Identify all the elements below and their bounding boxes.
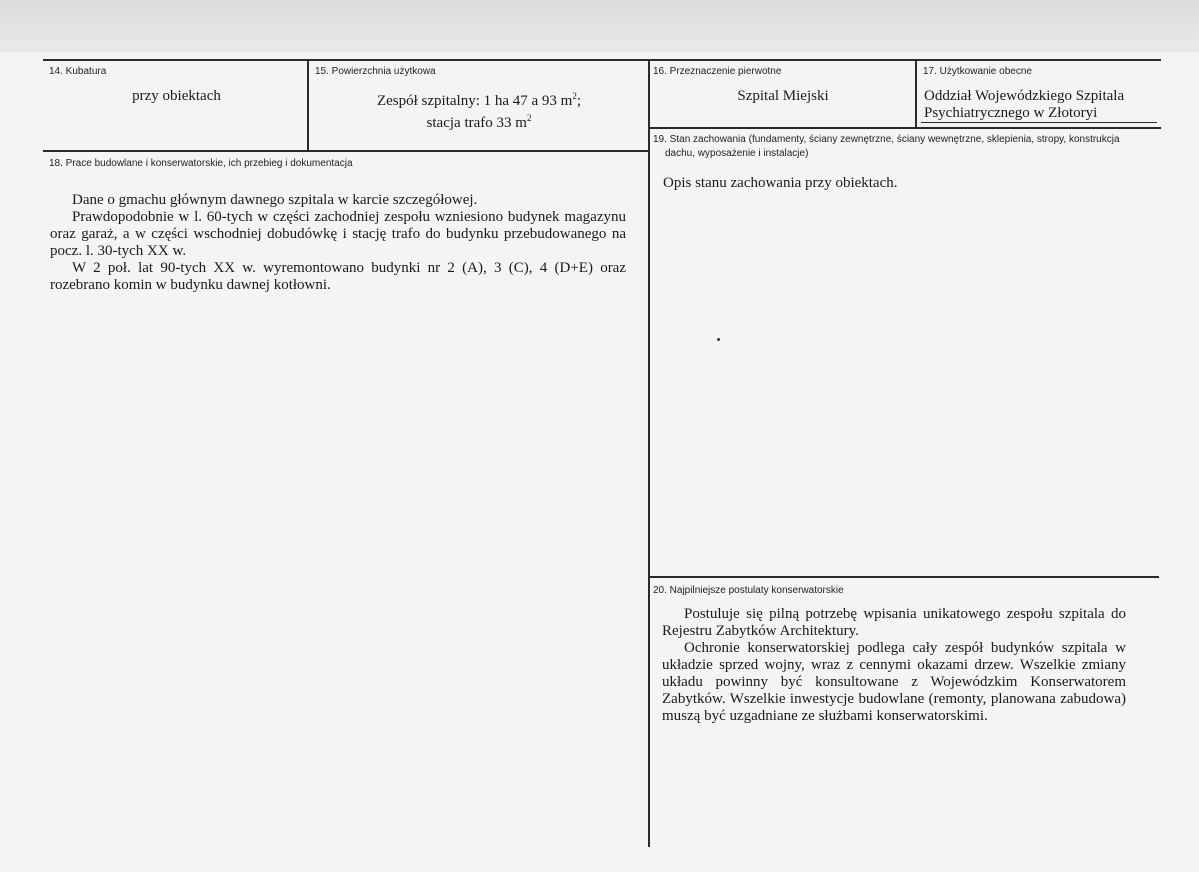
field-17-line2: Psychiatrycznego w Złotoryi: [921, 105, 1157, 123]
scan-top-strip: [0, 0, 1199, 53]
field-19-value: Opis stanu zachowania przy obiektach.: [663, 175, 898, 191]
rule-top: [43, 59, 1161, 61]
field-20-paragraph: Postuluje się pilną potrzebę wpisania unikatowego zespołu szpitala do Rejestru Zabytków Architektury.: [662, 606, 1126, 639]
field-17-label: 17. Użytkowanie obecne: [923, 66, 1032, 77]
rule-box20: [649, 576, 1159, 578]
field-18-paragraph: Prawdopodobnie w l. 60-tych w części zachodniej zespołu wzniesiono budynek magazynu oraz garaż, a w części wschodniej dobudówkę i stację trafo do budynku przebudowanego na pocz. l. 30-tych XX w.: [50, 209, 626, 259]
scan-speck: [717, 338, 720, 341]
field-20-text: [662, 606, 1126, 725]
field-16-value: Szpital Miejski: [737, 88, 829, 104]
field-14-value: przy obiektach: [132, 88, 221, 104]
field-19-label-line1: 19. Stan zachowania (fundamenty, ściany zewnętrzne, ściany wewnętrzne, sklepienia, stropy, konstrukcja: [653, 134, 1120, 145]
field-15-label: 15. Powierzchnia użytkowa: [315, 66, 436, 77]
field-18-paragraph: Dane o gmachu głównym dawnego szpitala w karcie szczegółowej.: [72, 192, 478, 208]
rule-row1-right: [649, 127, 1161, 129]
field-18-paragraph: W 2 poł. lat 90-tych XX w. wyremontowano budynki nr 2 (A), 3 (C), 4 (D+E) oraz rozebrano komin w budynku dawnej kotłowni.: [50, 260, 626, 293]
field-19-label: [653, 133, 1163, 161]
rule-v-main: [648, 59, 650, 847]
rule-v-14-15: [307, 59, 309, 151]
field-14-label: 14. Kubatura: [49, 66, 107, 77]
rule-row1-left: [43, 150, 649, 152]
field-17-value: [921, 88, 1157, 123]
field-15-line1: Zespół szpitalny: 1 ha 47 a 93 $m^2$;: [376, 91, 582, 109]
field-18-text: [50, 192, 626, 294]
field-19-label-line2: dachu, wyposażenie i instalacje): [665, 148, 809, 159]
field-20-paragraph: Ochronie konserwatorskiej podlega cały zespół budynków szpitala w układzie sprzed wojny, wraz z cennymi okazami drzew. Wszelkie zmiany układu powinny być konsultowane z Wojewódzkim Konserwatorem Zabytków. Wszelkie inwestycje budowlane (remonty, planowana zabudowa) muszą być uzgadniane ze służbami konserwatorskimi.: [662, 640, 1126, 724]
field-18-label: 18. Prace budowlane i konserwatorskie, ich przebieg i dokumentacja: [49, 158, 353, 169]
field-20-label: 20. Najpilniejsze postulaty konserwatorskie: [653, 585, 844, 596]
field-15-value: [312, 88, 646, 132]
record-card-sheet: [0, 52, 1199, 872]
rule-v-16-17: [915, 59, 917, 127]
field-15-line2: stacja trafo 33 $m^2$: [426, 113, 532, 131]
field-17-line1: Oddział Wojewódzkiego Szpitala: [924, 88, 1125, 104]
field-16-label: 16. Przeznaczenie pierwotne: [653, 66, 782, 77]
